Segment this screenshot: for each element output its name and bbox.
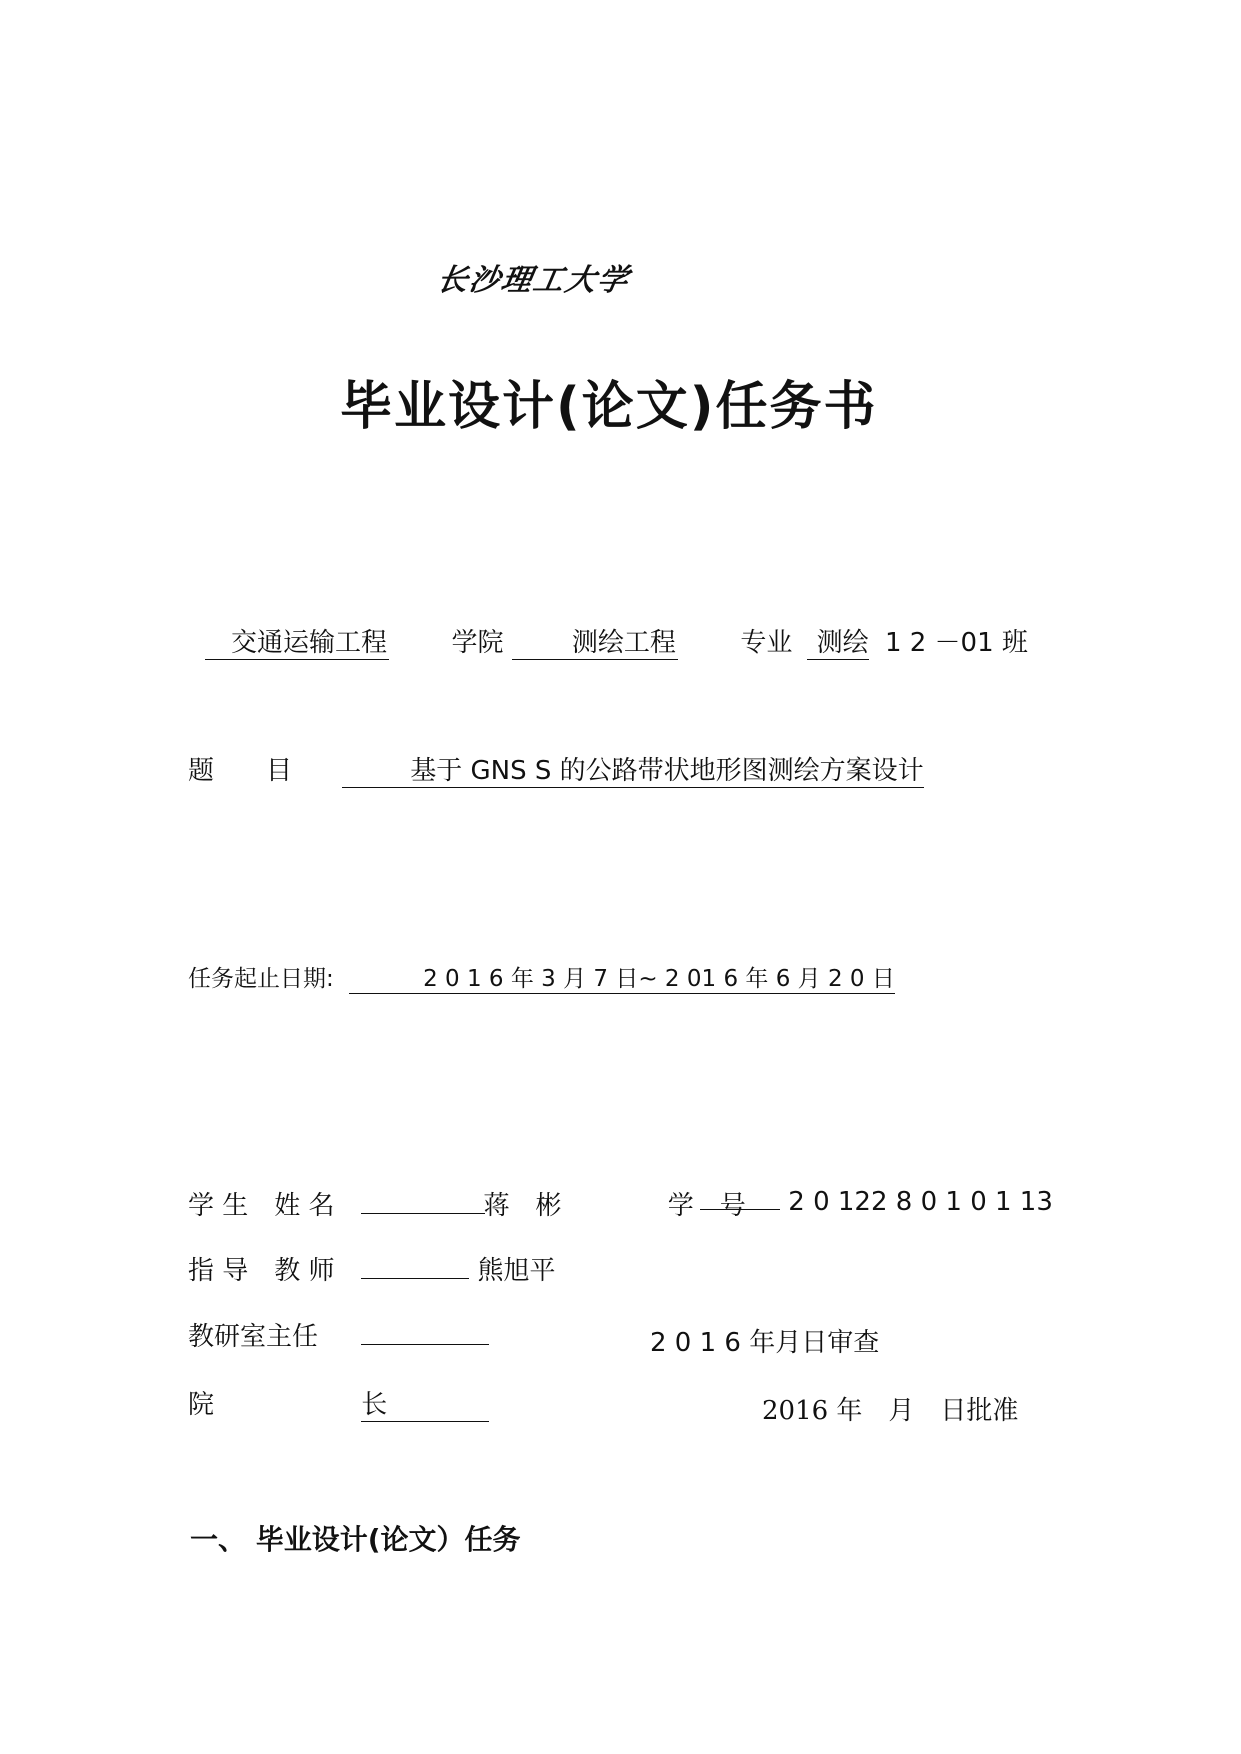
advisor-row [188,1250,556,1287]
task-dates-value: 2 0 1 6 年 3 月 7 日~ 2 01 6 年 6 月 2 0 日 [349,960,895,994]
college-field: 交通运输工程 [205,622,389,660]
topic-row [188,750,924,788]
advisor-name: 熊旭平 [477,1256,556,1286]
topic-label: 题 目 [188,756,293,786]
student-id: 2 0 122 8 0 1 0 1 13 [788,1187,1053,1217]
director-review: 2 0 1 6 年月日审查 [650,1328,880,1358]
dean-label-left: 院 [188,1390,215,1420]
student-name-label: 学 生 姓 名 [188,1191,335,1221]
dean-label-right: 长 [361,1384,489,1422]
section-heading: 一、 毕业设计(论文）任务 [190,1523,521,1556]
director-row [188,1316,489,1353]
major-field: 测绘工程 [512,622,678,660]
class-field: 测绘 [807,622,869,660]
student-row [188,1185,746,1222]
major-suffix: 专业 [740,628,793,658]
task-dates-row [188,960,895,994]
advisor-label: 指 导 教 师 [188,1256,335,1286]
university-logo-text: 长沙理工大学 [434,263,633,298]
college-suffix: 学院 [451,628,504,658]
topic-value: 基于 GNS S 的公路带状地形图测绘方案设计 [342,750,923,788]
student-id-row [700,1187,1053,1217]
document-title: 毕业设计(论文)任务书 [340,377,878,437]
class-number: 1 2 －01 班 [884,628,1028,658]
student-id-label: 学 号 [667,1191,746,1221]
task-dates-label: 任务起止日期: [188,966,334,992]
student-name: 蒋 彬 [483,1191,562,1221]
dean-approval: 2016 年 月 日批准 [762,1396,1019,1426]
director-label: 教研室主任 [188,1322,319,1352]
enrollment-row [205,622,1028,660]
dean-row [188,1384,489,1422]
